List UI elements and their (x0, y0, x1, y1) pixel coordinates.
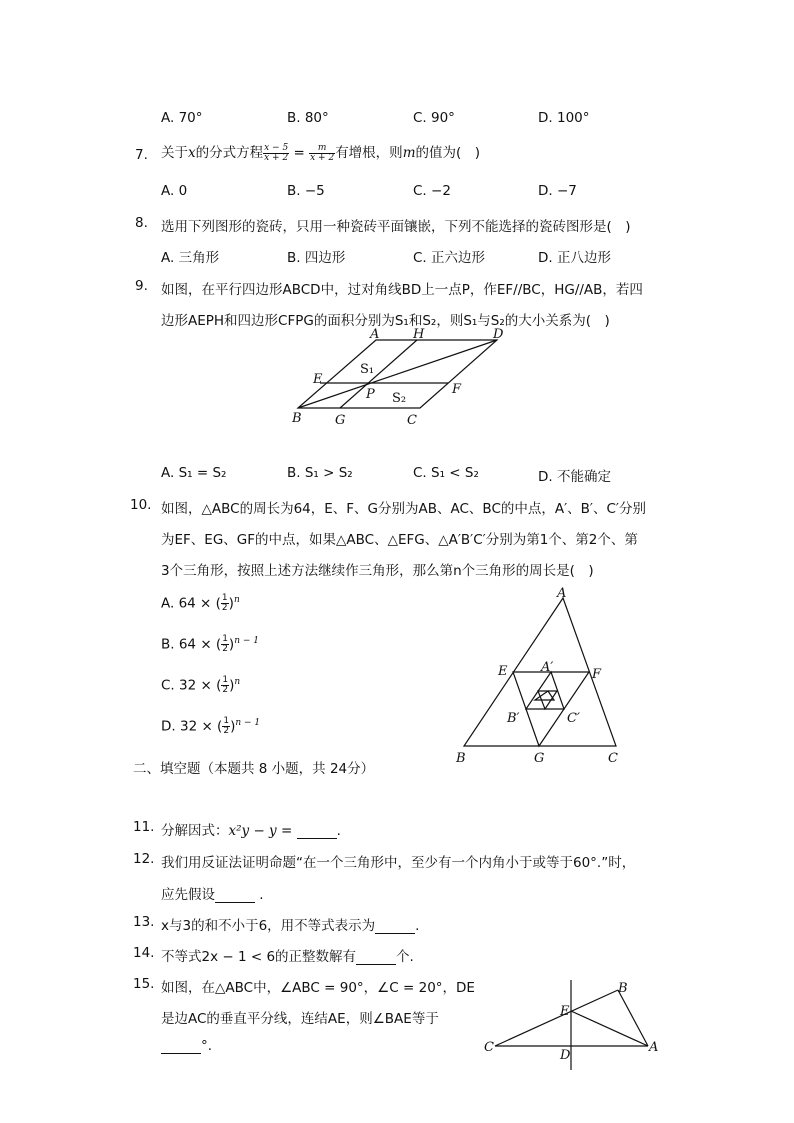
q10-stem-line3: 3个三角形，按照上述方法继续作三角形，那么第n个三角形的周长是( ) (161, 563, 594, 579)
q15-stem-line2: 是边AC的垂直平分线，连结AE，则∠BAE等于 (161, 1011, 439, 1027)
q7-text-post1: 有增根，则 (335, 145, 403, 161)
q13-stem: x与3的和不小于6，用不等式表示为 . (161, 918, 420, 934)
label-e: E (313, 372, 323, 387)
q9-option-c: C. S₁ < S₂ (413, 465, 479, 481)
answer-blank[interactable] (375, 921, 415, 934)
q15-stem-line3: °. (161, 1038, 212, 1054)
half-fraction: $\frac{1}{2}$ (222, 634, 228, 654)
q8-number: 8. (135, 215, 148, 231)
label-b-prime: B′ (507, 711, 520, 726)
label-a: A (649, 1040, 659, 1055)
q7-option-b: B. −5 (287, 183, 325, 199)
label-f: F (452, 382, 462, 397)
q8-option-d: D. 正八边形 (538, 250, 611, 266)
q8-option-b: B. 四边形 (287, 250, 346, 266)
label-p: P (366, 387, 375, 402)
q6-option-b: B. 80° (287, 110, 329, 126)
label-a: A (557, 586, 567, 601)
q12-stem-line2: 应先假设 . (161, 887, 264, 903)
q7-option-d: D. −7 (538, 183, 577, 199)
label-a-prime: A′ (541, 660, 554, 675)
label-c: C (407, 413, 417, 428)
q6-option-d: D. 100° (538, 110, 590, 126)
q13-number: 13. (133, 914, 155, 930)
half-fraction: $\frac{1}{2}$ (222, 675, 229, 695)
q15-number: 15. (133, 976, 155, 992)
label-s1: S₁ (360, 362, 375, 377)
q9-stem-line1: 如图，在平行四边形ABCD中，过对角线BD上一点P，作EF//BC，HG//AB，若四 (161, 282, 643, 298)
answer-blank[interactable] (356, 952, 396, 965)
q9-option-b: B. S₁ > S₂ (287, 465, 353, 481)
q7-text-mid: 的分式方程 (195, 145, 264, 161)
q7-fraction-2: $\frac{m}{x + 2}$ (310, 142, 335, 163)
q14-number: 14. (133, 945, 155, 961)
q14-stem: 不等式2x − 1 < 6的正整数解有 个. (161, 949, 414, 965)
q12-number: 12. (133, 851, 155, 867)
q15-stem-line1: 如图，在△ABC中，∠ABC = 90°，∠C = 20°，DE (161, 980, 475, 996)
q7-var-m: m (402, 145, 416, 161)
label-f: F (592, 667, 602, 682)
q8-option-c: C. 正六边形 (413, 250, 486, 266)
label-g: G (335, 413, 346, 428)
section-2-heading: 二、填空题（本题共 8 小题，共 24分） (133, 761, 375, 777)
q15-triangle-figure (475, 975, 675, 1073)
q10-number: 10. (130, 497, 152, 513)
segment-ba (618, 990, 648, 1046)
label-b: B (292, 411, 302, 426)
q9-stem-line2: 边形AEPH和四边形CFPG的面积分别为S₁和S₂，则S₁与S₂的大小关系为( ) (161, 313, 610, 329)
answer-blank[interactable] (215, 890, 255, 903)
q10-option-d: D. 32 × ( $\frac{1}{2}$ )$^{n - 1}$ (161, 716, 261, 736)
q7-var-x: x (188, 145, 196, 161)
q8-option-a: A. 三角形 (161, 250, 220, 266)
q9-option-d: D. 不能确定 (538, 469, 611, 485)
label-e: E (560, 1004, 570, 1019)
q7-number: 7. (135, 147, 148, 163)
label-c: C (608, 751, 618, 766)
q10-option-a: A. 64 × ( $\frac{1}{2}$ )$^n$ (161, 593, 240, 613)
half-fraction: $\frac{1}{2}$ (221, 593, 228, 613)
label-c-prime: C′ (567, 711, 580, 726)
q11-number: 11. (133, 819, 155, 835)
label-g: G (534, 751, 545, 766)
q10-nested-triangles-figure (450, 583, 630, 768)
q6-option-a: A. 70° (161, 110, 203, 126)
label-e: E (498, 664, 508, 679)
q7-stem (161, 141, 480, 163)
label-a: A (370, 327, 380, 342)
q9-option-a: A. S₁ = S₂ (161, 465, 227, 481)
q7-option-a: A. 0 (161, 183, 188, 199)
q10-option-c: C. 32 × ( $\frac{1}{2}$ )$^n$ (161, 675, 241, 695)
q6-option-c: C. 90° (413, 110, 455, 126)
half-fraction: $\frac{1}{2}$ (223, 716, 230, 736)
q7-equals: = (289, 145, 310, 161)
q9-parallelogram-figure (280, 325, 520, 430)
label-d: D (560, 1048, 571, 1063)
label-c: C (484, 1040, 494, 1055)
label-b: B (618, 981, 628, 996)
q12-stem-line1: 我们用反证法证明命题“在一个三角形中，至少有一个内角小于或等于60°.”时， (161, 855, 636, 871)
q7-option-c: C. −2 (413, 183, 451, 199)
segment-ae (571, 1011, 648, 1046)
segment-cb (495, 990, 618, 1046)
q7-text-post2: 的值为( ) (415, 145, 481, 161)
label-h: H (413, 327, 425, 342)
answer-blank[interactable] (161, 1041, 201, 1054)
answer-blank[interactable] (297, 826, 337, 839)
q7-fraction-1: $\frac{x - 5}{x + 2}$ (264, 142, 289, 163)
q8-stem: 选用下列图形的瓷砖，只用一种瓷砖平面镶嵌，下列不能选择的瓷砖图形是( ) (161, 219, 631, 235)
q10-option-b: B. 64 × ( $\frac{1}{2}$ )$^{n - 1}$ (161, 634, 259, 654)
label-s2: S₂ (392, 391, 407, 406)
q10-stem-line1: 如图，△ABC的周长为64，E、F、G分别为AB、AC、BC的中点，A′、B′、C′分别 (161, 501, 646, 517)
q9-number: 9. (135, 278, 148, 294)
q10-stem-line2: 为EF、EG、GF的中点，如果△ABC、△EFG、△A′B′C′分别为第1个、第2个、第 (161, 532, 638, 548)
label-b: B (456, 751, 466, 766)
q11-stem: 分解因式：x²y − y = . (161, 823, 341, 839)
q7-text-pre: 关于 (161, 145, 188, 161)
label-d: D (493, 327, 504, 342)
